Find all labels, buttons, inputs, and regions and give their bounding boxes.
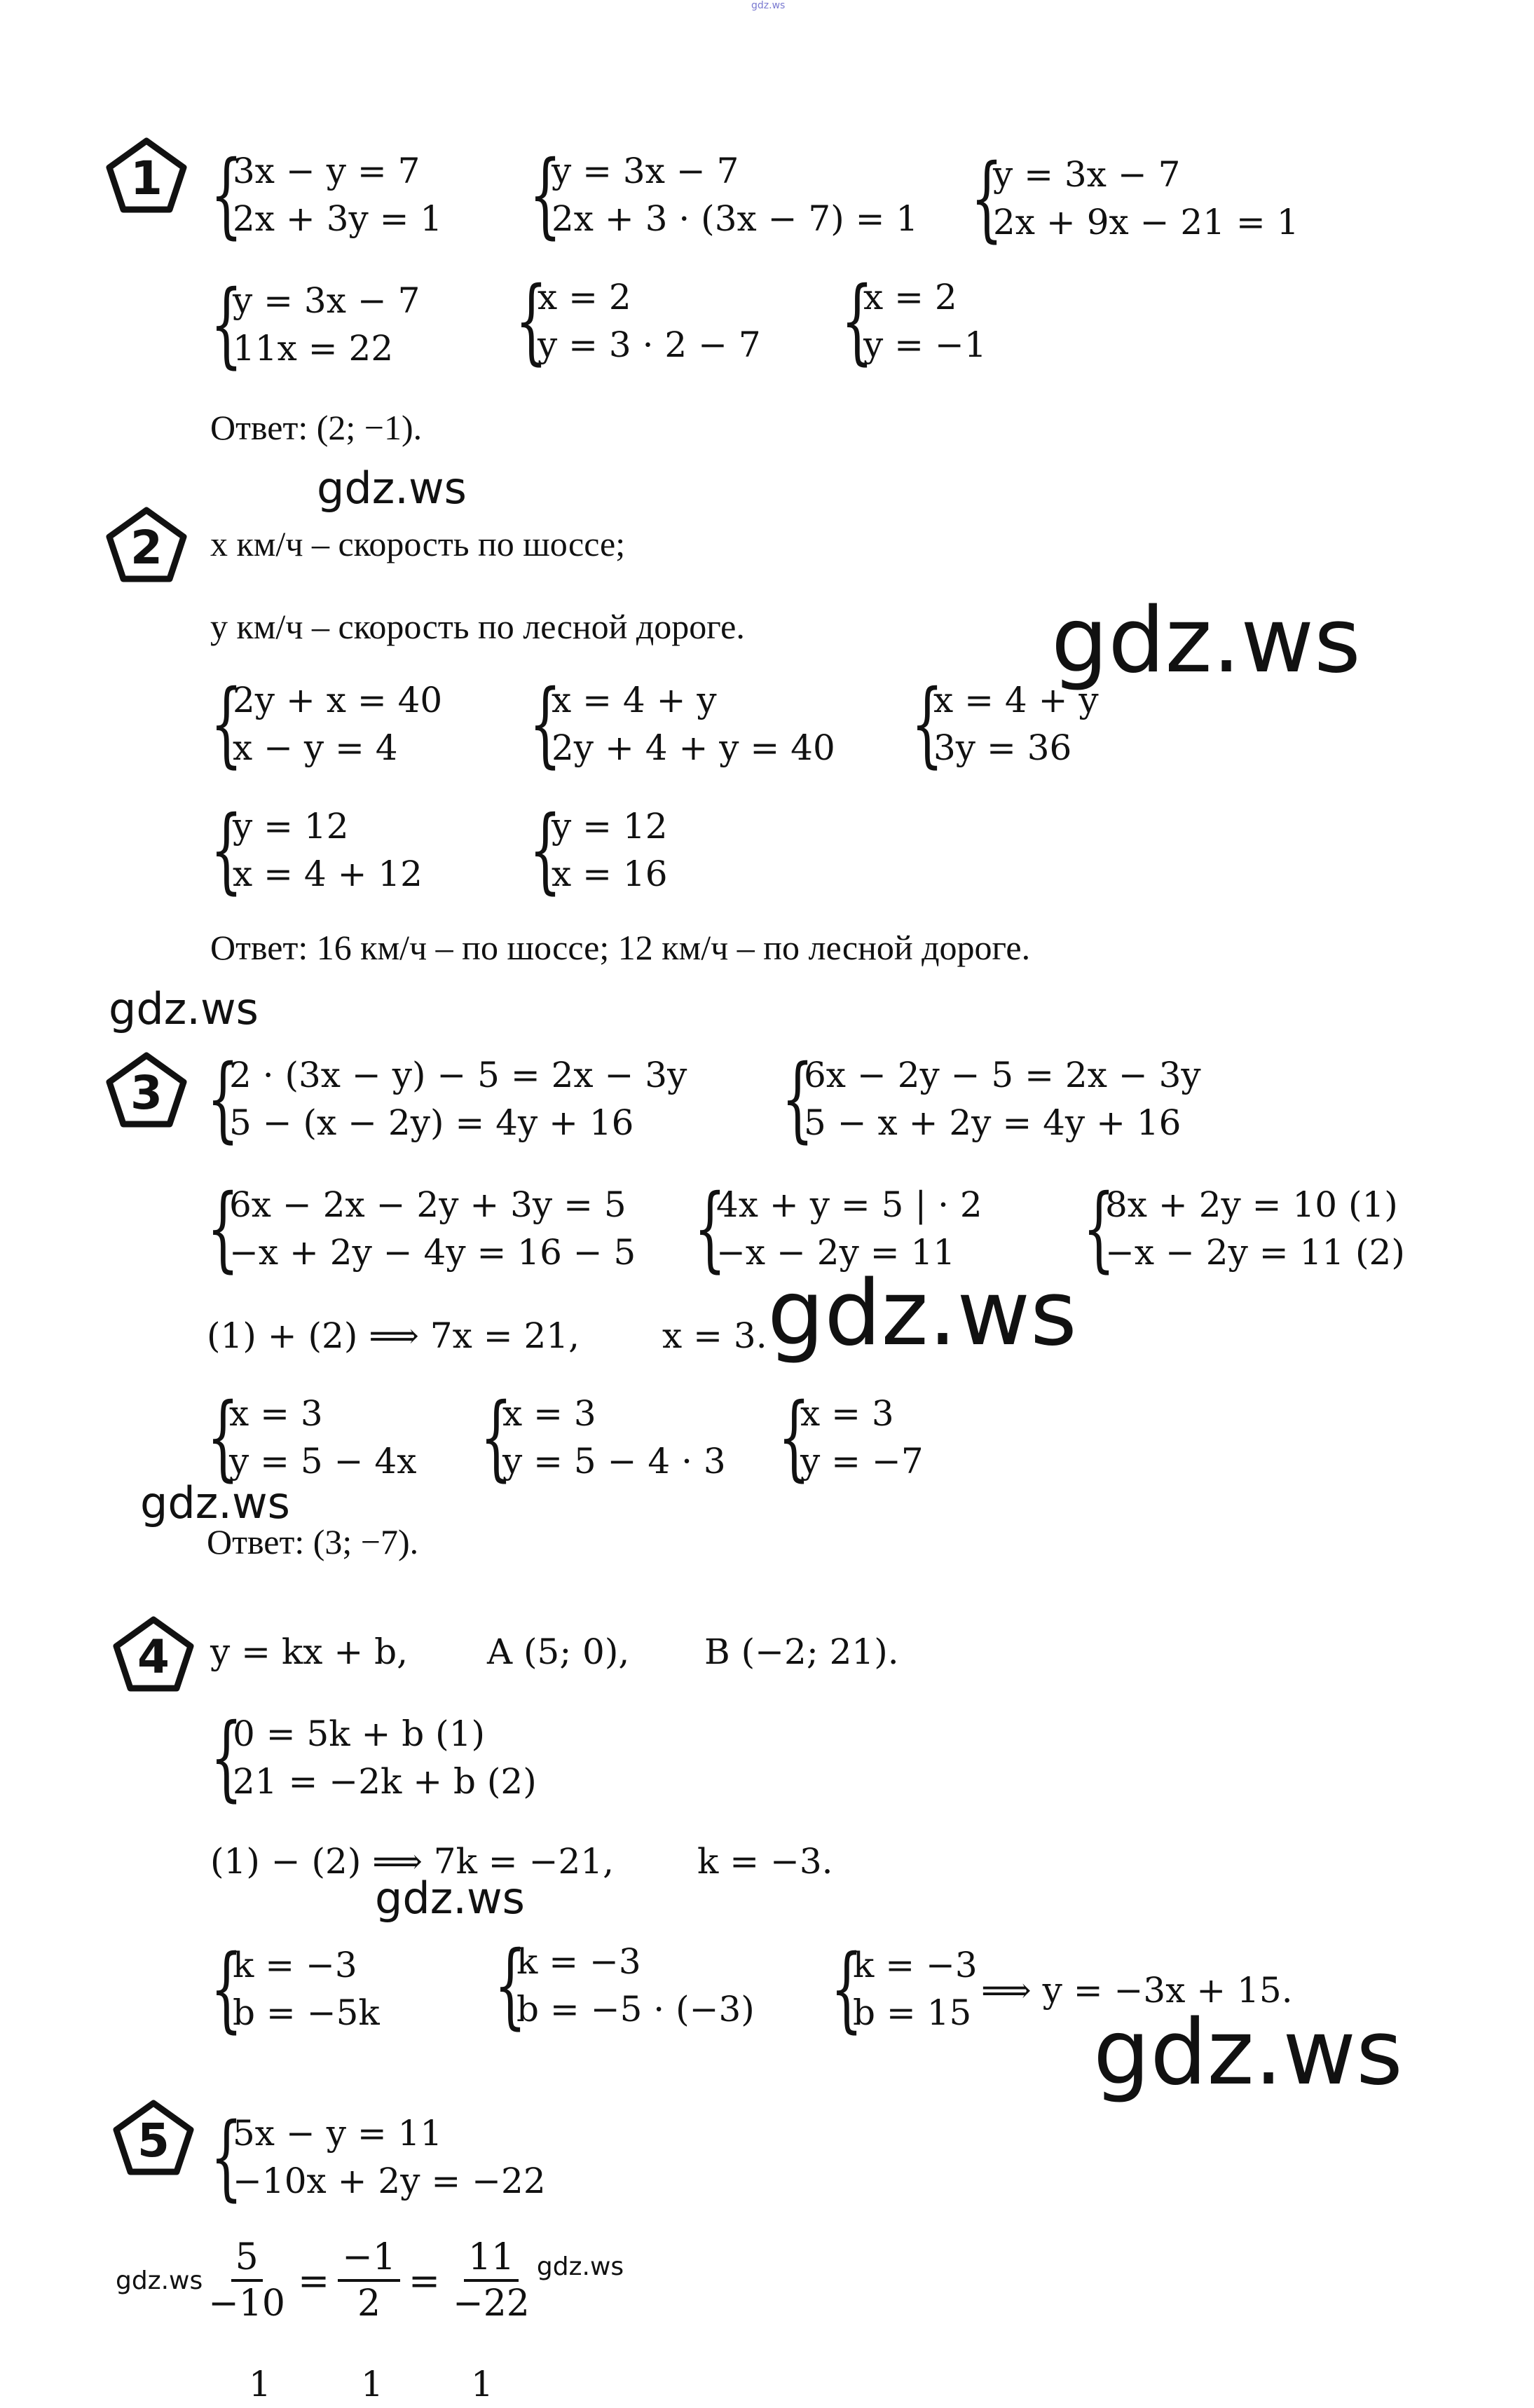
- p1-s6-line-1: x = 2: [863, 277, 957, 317]
- p3-s7-line-2: y = 5 − 4 · 3: [502, 1441, 726, 1482]
- watermark: gdz.ws: [140, 1477, 290, 1528]
- p1-system-1: [210, 141, 443, 249]
- p5-s1-line-1: 5x − y = 11: [233, 2113, 443, 2154]
- p4-step: (1) − (2) ⟹ 7k = −21,: [210, 1841, 615, 1882]
- brace-icon: {: [207, 1383, 240, 1491]
- equals-sign: =: [298, 2258, 330, 2303]
- problem-1-number: 1: [130, 151, 163, 205]
- brace-icon: {: [841, 267, 874, 375]
- p5-system-1: [210, 2103, 546, 2211]
- brace-icon: {: [494, 1931, 527, 2039]
- brace-icon: {: [210, 1935, 243, 2043]
- p1-s2-line-1: y = 3x − 7: [552, 151, 739, 191]
- p3-system-1: [207, 1045, 687, 1153]
- problem-2-badge: [105, 506, 188, 583]
- p3-s3-line-2: −x + 2y − 4y = 16 − 5: [229, 1232, 636, 1273]
- p1-s3-line-2: 2x + 9x − 21 = 1: [993, 202, 1299, 242]
- p3-system-7: [480, 1383, 726, 1491]
- p4-s2-line-2: b = −5k: [233, 1992, 380, 2033]
- p4-s3-line-2: b = −5 · (−3): [516, 1989, 755, 2030]
- p3-s1-line-2: 5 − (x − 2y) = 4y + 16: [229, 1102, 634, 1143]
- fraction-denominator: 2: [357, 2283, 381, 2325]
- fraction-numerator: 5: [231, 2236, 263, 2282]
- fraction-numerator: 11: [464, 2236, 519, 2282]
- p3-system-3: [207, 1175, 636, 1282]
- brace-icon: {: [210, 2103, 243, 2211]
- p4-step-k: k = −3.: [697, 1841, 833, 1882]
- watermark: gdz.ws: [317, 463, 467, 514]
- watermark: gdz.ws: [1051, 589, 1361, 693]
- brace-icon: {: [210, 271, 243, 378]
- p4-s1-line-2: 21 = −2k + b (2): [233, 1761, 537, 1802]
- p2-s1-line-2: x − y = 4: [233, 727, 398, 768]
- p5-s1-line-2: −10x + 2y = −22: [233, 2161, 546, 2201]
- p4-s4-line-1: k = −3: [853, 1945, 978, 1985]
- p3-system-2: [781, 1045, 1201, 1153]
- p1-system-4: [210, 271, 420, 378]
- p4-system-2: [210, 1935, 380, 2043]
- p1-system-2: [529, 141, 919, 249]
- brace-icon: {: [778, 1383, 811, 1491]
- p2-definition-x: x км/ч – скорость по шоссе;: [210, 524, 626, 563]
- p2-s3-line-2: 3y = 36: [933, 727, 1072, 768]
- p2-system-4: [210, 796, 423, 904]
- p5-partial-2: 1: [361, 2364, 383, 2404]
- p2-definition-y: y км/ч – скорость по лесной дороге.: [210, 607, 745, 646]
- p3-s3-line-1: 6x − 2x − 2y + 3y = 5: [229, 1184, 626, 1225]
- p5-partial-1: 1: [249, 2364, 271, 2404]
- problem-4-badge: [112, 1615, 195, 1692]
- p5-partial-3: 1: [471, 2364, 493, 2404]
- p2-s1-line-1: 2y + x = 40: [233, 680, 443, 720]
- p4-system-3: [494, 1931, 755, 2039]
- watermark: gdz.ws: [116, 2266, 203, 2295]
- p3-step-x: x = 3.: [662, 1315, 767, 1356]
- p2-answer: Ответ: 16 км/ч – по шоссе; 12 км/ч – по лесной дороге.: [210, 928, 1031, 967]
- p2-system-1: [210, 670, 443, 778]
- p4-result: ⟹ y = −3x + 15.: [981, 1970, 1293, 2011]
- p1-s1-line-1: 3x − y = 7: [233, 151, 420, 191]
- equals-sign: =: [408, 2258, 441, 2303]
- brace-icon: {: [207, 1045, 240, 1153]
- p3-s4-line-2: −x − 2y = 11: [716, 1232, 956, 1273]
- p5-fraction-1: [204, 2236, 289, 2325]
- problem-5-number: 5: [137, 2113, 170, 2168]
- problem-3-badge: [105, 1051, 188, 1128]
- brace-icon: {: [515, 267, 548, 375]
- p1-s1-line-2: 2x + 3y = 1: [233, 198, 443, 239]
- p3-s2-line-2: 5 − x + 2y = 4y + 16: [804, 1102, 1182, 1143]
- brace-icon: {: [207, 1175, 240, 1282]
- p2-s3-line-1: x = 4 + y: [933, 680, 1099, 720]
- p3-step: (1) + (2) ⟹ 7x = 21,: [207, 1315, 580, 1356]
- p2-s5-line-2: x = 16: [552, 854, 668, 894]
- brace-icon: {: [781, 1045, 814, 1153]
- p2-s5-line-1: y = 12: [552, 806, 668, 847]
- p3-s5-line-1: 8x + 2y = 10 (1): [1105, 1184, 1398, 1225]
- p1-system-5: [515, 267, 761, 375]
- p3-s1-line-1: 2 · (3x − y) − 5 = 2x − 3y: [229, 1055, 687, 1095]
- p3-system-5: [1083, 1175, 1405, 1282]
- p4-point-a: A (5; 0),: [487, 1631, 630, 1672]
- fraction-denominator: −10: [208, 2283, 285, 2325]
- p1-system-3: [971, 144, 1299, 252]
- p4-point-b: B (−2; 21).: [704, 1631, 899, 1672]
- p1-s3-line-1: y = 3x − 7: [993, 154, 1181, 195]
- p3-s8-line-1: x = 3: [800, 1393, 894, 1434]
- p4-s2-line-1: k = −3: [233, 1945, 357, 1985]
- watermark: gdz.ws: [767, 1261, 1077, 1366]
- p4-s4-line-2: b = 15: [853, 1992, 972, 2033]
- problem-5-badge: [112, 2099, 195, 2176]
- p3-s8-line-2: y = −7: [800, 1441, 924, 1482]
- p3-s2-line-1: 6x − 2y − 5 = 2x − 3y: [804, 1055, 1201, 1095]
- brace-icon: {: [1083, 1175, 1116, 1282]
- p5-fraction-3: [448, 2236, 534, 2325]
- p4-s3-line-1: k = −3: [516, 1941, 641, 1982]
- p3-system-8: [778, 1383, 924, 1491]
- watermark: gdz.ws: [375, 1873, 525, 1924]
- p1-answer: Ответ: (2; −1).: [210, 408, 423, 447]
- p2-system-5: [529, 796, 668, 904]
- p3-system-6: [207, 1383, 417, 1491]
- p1-s4-line-2: 11x = 22: [233, 328, 394, 369]
- p3-s4-line-1: 4x + y = 5 | · 2: [716, 1184, 982, 1225]
- p3-s5-line-2: −x − 2y = 11 (2): [1105, 1232, 1405, 1273]
- watermark: gdz.ws: [1093, 2001, 1403, 2105]
- watermark: gdz.ws: [109, 983, 259, 1034]
- watermark: gdz.ws: [536, 2252, 624, 2281]
- p3-answer: Ответ: (3; −7).: [207, 1522, 419, 1561]
- brace-icon: {: [210, 670, 243, 778]
- p2-s2-line-1: x = 4 + y: [552, 680, 717, 720]
- p2-s2-line-2: 2y + 4 + y = 40: [552, 727, 835, 768]
- p1-s5-line-1: x = 2: [537, 277, 631, 317]
- p4-system-4: [830, 1935, 978, 2043]
- p5-proportion: [116, 2236, 624, 2325]
- brace-icon: {: [971, 144, 1004, 252]
- p4-line-equation: y = kx + b,: [210, 1631, 409, 1672]
- p2-s4-line-1: y = 12: [233, 806, 349, 847]
- problem-2-number: 2: [130, 520, 163, 575]
- p1-s5-line-2: y = 3 · 2 − 7: [537, 324, 761, 365]
- problem-3-number: 3: [130, 1065, 163, 1120]
- fraction-denominator: −22: [453, 2283, 530, 2325]
- header-mark: gdz.ws: [751, 0, 786, 11]
- fraction-numerator: −1: [338, 2236, 400, 2282]
- p1-s2-line-2: 2x + 3 · (3x − 7) = 1: [552, 198, 919, 239]
- brace-icon: {: [210, 1704, 243, 1812]
- p3-s7-line-1: x = 3: [502, 1393, 596, 1434]
- brace-icon: {: [480, 1383, 513, 1491]
- brace-icon: {: [830, 1935, 863, 2043]
- brace-icon: {: [210, 141, 243, 249]
- p2-s4-line-2: x = 4 + 12: [233, 854, 423, 894]
- brace-icon: {: [529, 796, 562, 904]
- p4-system-1: [210, 1704, 537, 1812]
- problem-4-number: 4: [137, 1629, 170, 1684]
- p3-s6-line-1: x = 3: [229, 1393, 323, 1434]
- p4-s1-line-1: 0 = 5k + b (1): [233, 1713, 486, 1754]
- p5-fraction-2: [338, 2236, 400, 2325]
- brace-icon: {: [911, 670, 944, 778]
- p2-system-3: [911, 670, 1099, 778]
- p2-system-2: [529, 670, 835, 778]
- brace-icon: {: [694, 1175, 727, 1282]
- brace-icon: {: [529, 670, 562, 778]
- p1-s4-line-1: y = 3x − 7: [233, 280, 420, 321]
- problem-1-badge: [105, 137, 188, 214]
- p1-s6-line-2: y = −1: [863, 324, 987, 365]
- brace-icon: {: [210, 796, 243, 904]
- brace-icon: {: [529, 141, 562, 249]
- p3-s6-line-2: y = 5 − 4x: [229, 1441, 417, 1482]
- p1-system-6: [841, 267, 987, 375]
